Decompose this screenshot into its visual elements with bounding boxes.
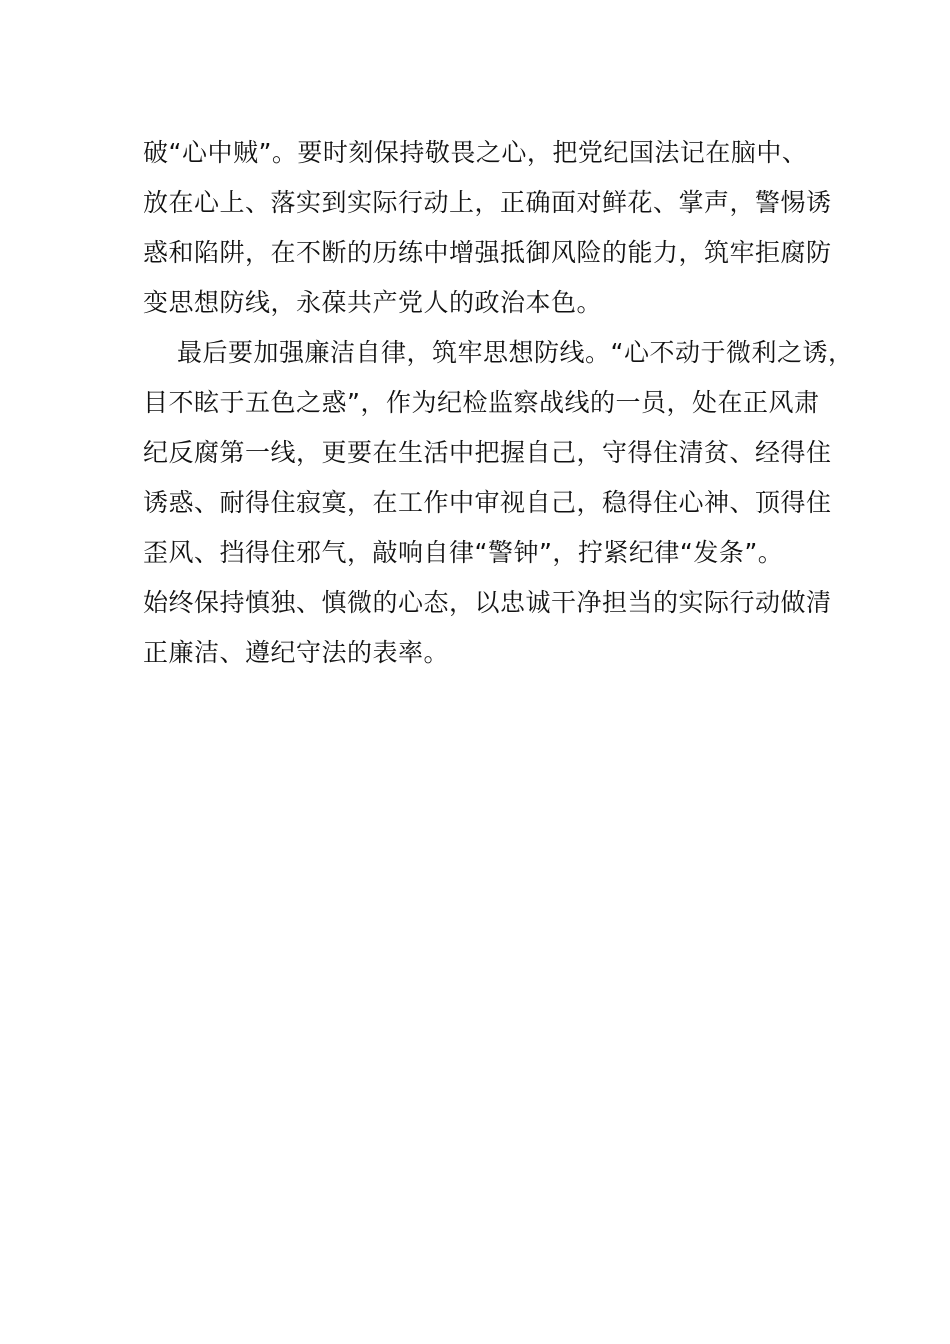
paragraph-2 <box>143 328 854 678</box>
paragraph-1 <box>143 128 833 328</box>
paragraph-line: 目不眩于五色之惑”，作为纪检监察战线的一员，处在正风肃 <box>143 388 820 417</box>
paragraph-line: 纪反腐第一线，更要在生活中把握自己，守得住清贫、经得住 <box>143 438 832 467</box>
paragraph-line: 最后要加强廉洁自律，筑牢思想防线。“心不动于微利之诱， <box>177 338 854 367</box>
paragraph-line: 歪风、挡得住邪气，敲响自律“警钟”，拧紧纪律“发条”。 <box>143 538 784 567</box>
paragraph-line: 惑和陷阱，在不断的历练中增强抵御风险的能力，筑牢拒腐防 <box>143 238 832 267</box>
paragraph-line: 放在心上、落实到实际行动上，正确面对鲜花、掌声，警惕诱 <box>143 188 832 217</box>
document-body <box>143 128 854 678</box>
paragraph-line: 始终保持慎独、慎微的心态，以忠诚干净担当的实际行动做清 <box>143 588 832 617</box>
paragraph-line: 正廉洁、遵纪守法的表率。 <box>143 638 450 667</box>
paragraph-line: 变思想防线，永葆共产党人的政治本色。 <box>143 288 603 317</box>
paragraph-line: 诱惑、耐得住寂寞，在工作中审视自己，稳得住心神、顶得住 <box>143 488 832 517</box>
paragraph-line: 破“心中贼”。要时刻保持敬畏之心，把党纪国法记在脑中、 <box>143 138 808 167</box>
